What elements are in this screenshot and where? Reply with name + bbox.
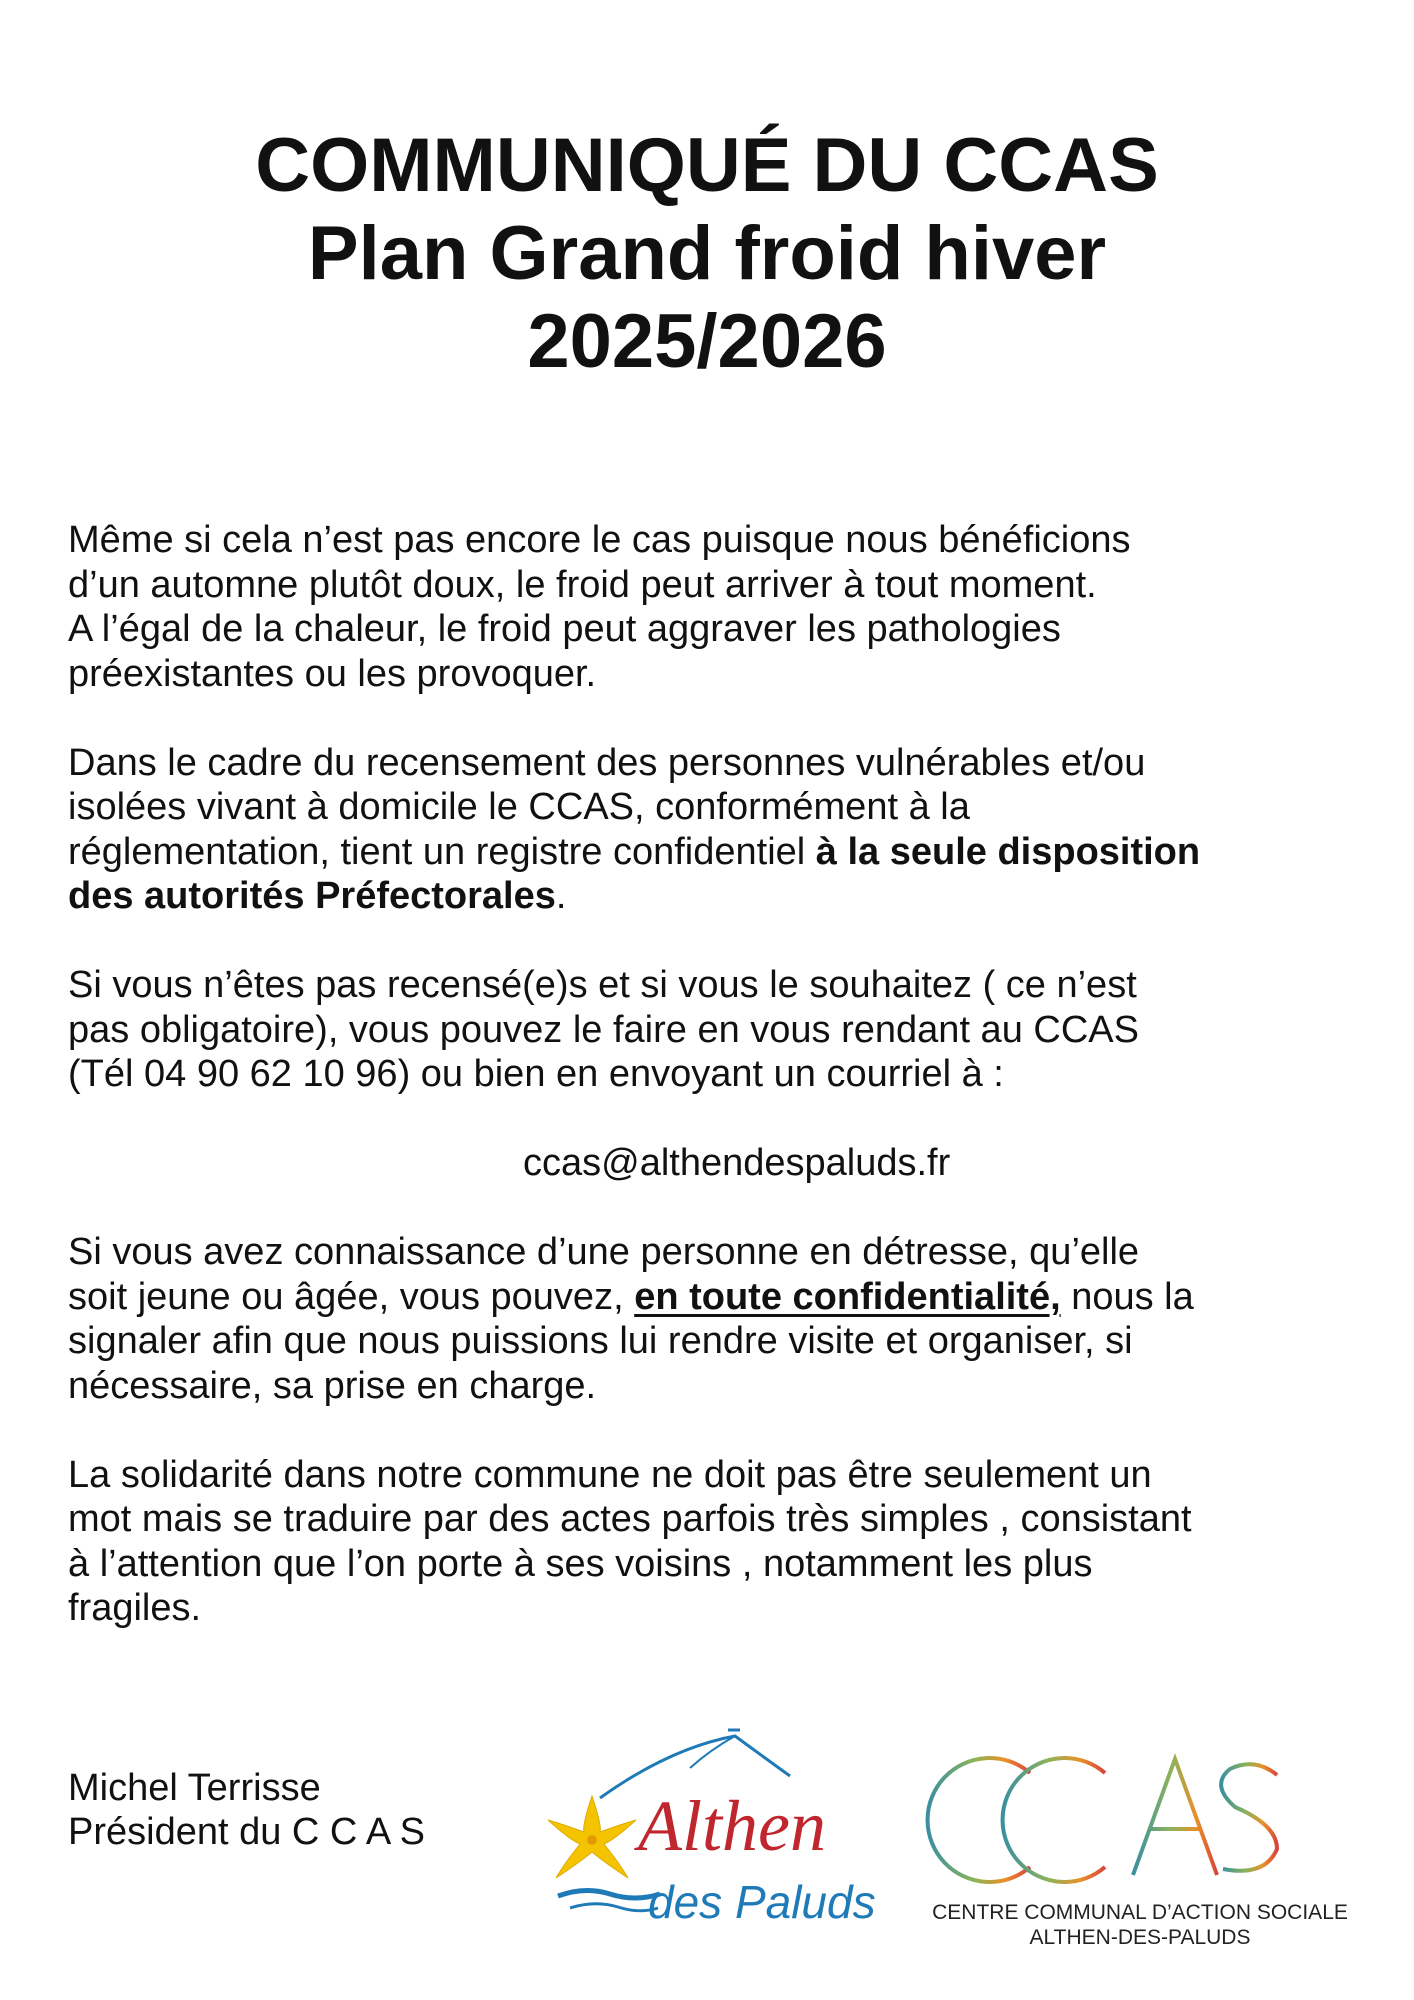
ccas-logo-graphic: [905, 1745, 1375, 1895]
title-line-2: Plan Grand froid hiver: [307, 211, 1107, 296]
text-line: [68, 830, 1368, 875]
text-line: d’un automne plutôt doux, le froid peut arriver à tout moment.: [68, 563, 1097, 606]
signatory-role: Président du C C A S: [68, 1811, 425, 1853]
text-line: nécessaire, sa prise en charge.: [68, 1364, 597, 1407]
althen-word: Althen: [638, 1786, 826, 1866]
signatory-name: Michel Terrisse: [68, 1767, 321, 1809]
althen-logo: [540, 1728, 880, 1948]
text-line: mot mais se traduire par des actes parfois très simples , consistant: [68, 1498, 1192, 1540]
text-line: [68, 1275, 1368, 1320]
wave-icon: [570, 1904, 658, 1911]
paragraph-registre: [68, 741, 1368, 919]
text-line: (Tél 04 90 62 10 96) ou bien en envoyant un courriel à :: [68, 1053, 1004, 1095]
ccas-caption-line-1: CENTRE COMMUNAL D’ACTION SOCIALE: [932, 1901, 1348, 1924]
paragraph-recensement: [68, 963, 1368, 1097]
title-line-1: COMMUNIQUÉ DU CCAS: [255, 123, 1159, 208]
signature-block: [68, 1766, 425, 1854]
wave-icon: [558, 1890, 660, 1898]
communique-body: [68, 518, 1368, 1675]
althen-logo-graphic: [540, 1728, 880, 1948]
bold-text: à la seule disposition: [815, 830, 1201, 873]
bold-text: des autorités Préfectorales: [68, 875, 556, 917]
paragraph-solidarite: [68, 1453, 1368, 1631]
text-segment: .: [555, 875, 567, 917]
text-line: à l’attention que l’on porte à ses voisins , notamment les plus: [68, 1542, 1093, 1585]
des-paluds-word: des Paluds: [648, 1876, 876, 1928]
bold-underlined-text: en toute confidentialité,: [634, 1275, 1061, 1318]
text-line: isolées vivant à domicile le CCAS, conformément à la: [68, 786, 970, 828]
text-segment: soit jeune ou âgée, vous pouvez,: [68, 1275, 635, 1318]
text-line: A l’égal de la chaleur, le froid peut aggraver les pathologies: [68, 608, 1061, 650]
text-line: signaler afin que nous puissions lui rendre visite et organiser, si: [68, 1320, 1133, 1362]
text-line: Même si cela n’est pas encore le cas puisque nous bénéficions: [68, 519, 1131, 561]
ccas-caption-line-2: ALTHEN-DES-PALUDS: [1029, 1926, 1251, 1949]
text-segment: nous la: [1060, 1275, 1194, 1318]
contact-email[interactable]: ccas@althendespaluds.fr: [523, 1142, 951, 1184]
text-line: Si vous avez connaissance d’une personne en détresse, qu’elle: [68, 1231, 1140, 1273]
text-line: pas obligatoire), vous pouvez le faire en vous rendant au CCAS: [68, 1008, 1139, 1051]
text-line: fragiles.: [68, 1587, 202, 1629]
text-line: préexistantes ou les provoquer.: [68, 652, 597, 695]
ccas-letters-icon: [928, 1758, 1277, 1882]
title-line-3: 2025/2026: [527, 299, 887, 384]
paragraph-intro: [68, 518, 1368, 696]
text-segment: réglementation, tient un registre confidentiel: [68, 830, 816, 873]
page-title: [0, 122, 1414, 386]
star-flower-icon: [548, 1796, 636, 1878]
text-line: La solidarité dans notre commune ne doit pas être seulement un: [68, 1453, 1152, 1496]
text-line: Si vous n’êtes pas recensé(e)s et si vous le souhaitez ( ce n’est: [68, 964, 1137, 1006]
paragraph-detresse: [68, 1230, 1368, 1408]
text-line: Dans le cadre du recensement des personnes vulnérables et/ou: [68, 741, 1146, 784]
ccas-caption: [905, 1900, 1375, 1950]
text-line: [68, 874, 1368, 919]
